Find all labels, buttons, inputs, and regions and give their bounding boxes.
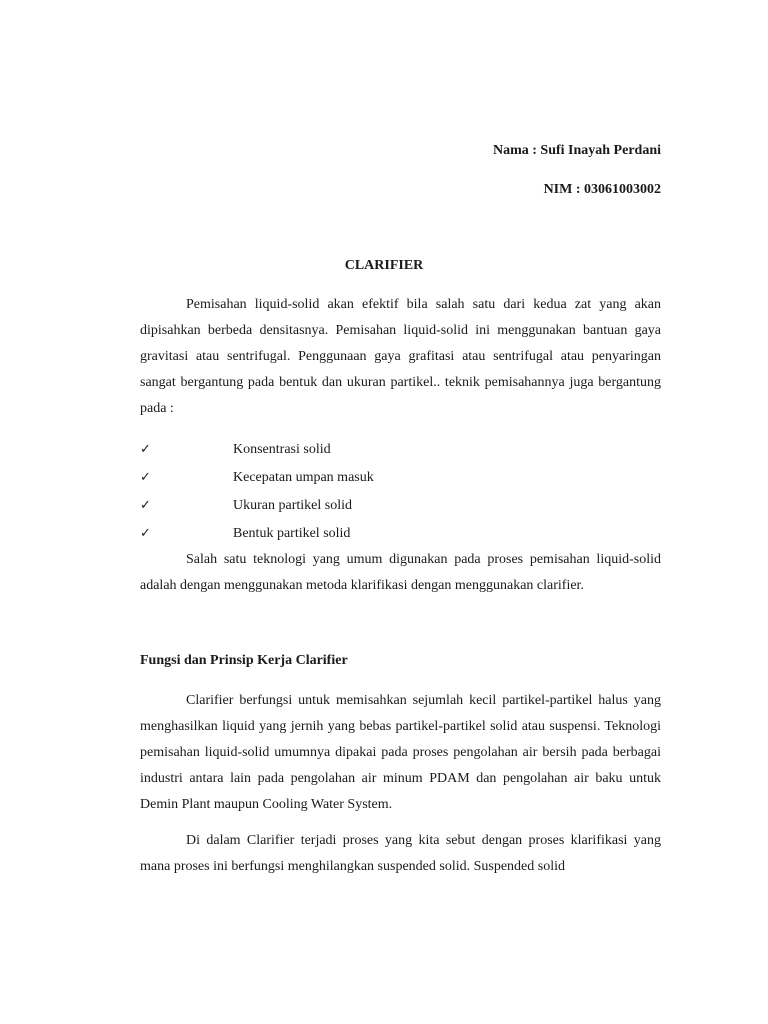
criteria-checklist xyxy=(140,436,661,548)
checklist-item-label: Konsentrasi solid xyxy=(233,442,331,457)
checklist-item xyxy=(140,520,661,548)
checklist-item xyxy=(140,464,661,492)
function-paragraph: Clarifier berfungsi untuk memisahkan sejumlah kecil partikel-partikel halus yang menghasilkan liquid yang jernih yang bebas partikel-partikel solid atau suspensi. Teknologi pemisahan liquid-solid umumnya dipakai pada proses pengolahan air bersih pada berbagai industri antara lain pada pengolahan air minum PDAM dan pengolahan air baku untuk Demin Plant maupun Cooling Water System. xyxy=(140,693,661,812)
intro-paragraph: Pemisahan liquid-solid akan efektif bila salah satu dari kedua zat yang akan dipisahkan berbeda densitasnya. Pemisahan liquid-solid ini menggunakan bantuan gaya gravitasi atau sentrifugal. Penggunaan gaya grafitasi atau sentrifugal atau penyaringan sangat bergantung pada bentuk dan ukuran partikel.. teknik pemisahannya juga bergantung pada : xyxy=(140,297,661,416)
technology-paragraph: Salah satu teknologi yang umum digunakan pada proses pemisahan liquid-solid adalah dengan menggunakan metoda klarifikasi dengan menggunakan clarifier. xyxy=(140,552,661,593)
checklist-item-label: Bentuk partikel solid xyxy=(233,526,351,541)
document-title: CLARIFIER xyxy=(344,258,424,273)
process-paragraph: Di dalam Clarifier terjadi proses yang kita sebut dengan proses klarifikasi yang mana proses ini berfungsi menghilangkan suspended solid. Suspended solid xyxy=(140,833,661,874)
checklist-item-label: Kecepatan umpan masuk xyxy=(233,470,374,485)
checkmark-icon: ✓ xyxy=(140,526,151,541)
checklist-item xyxy=(140,436,661,464)
checkmark-icon: ✓ xyxy=(140,470,151,485)
section-heading: Fungsi dan Prinsip Kerja Clarifier xyxy=(140,653,348,668)
checkmark-icon: ✓ xyxy=(140,498,151,513)
student-name: Nama : Sufi Inayah Perdani xyxy=(492,143,661,158)
checklist-item xyxy=(140,492,661,520)
checklist-item-label: Ukuran partikel solid xyxy=(233,498,352,513)
checkmark-icon: ✓ xyxy=(140,442,151,457)
student-nim: NIM : 03061003002 xyxy=(543,182,661,197)
